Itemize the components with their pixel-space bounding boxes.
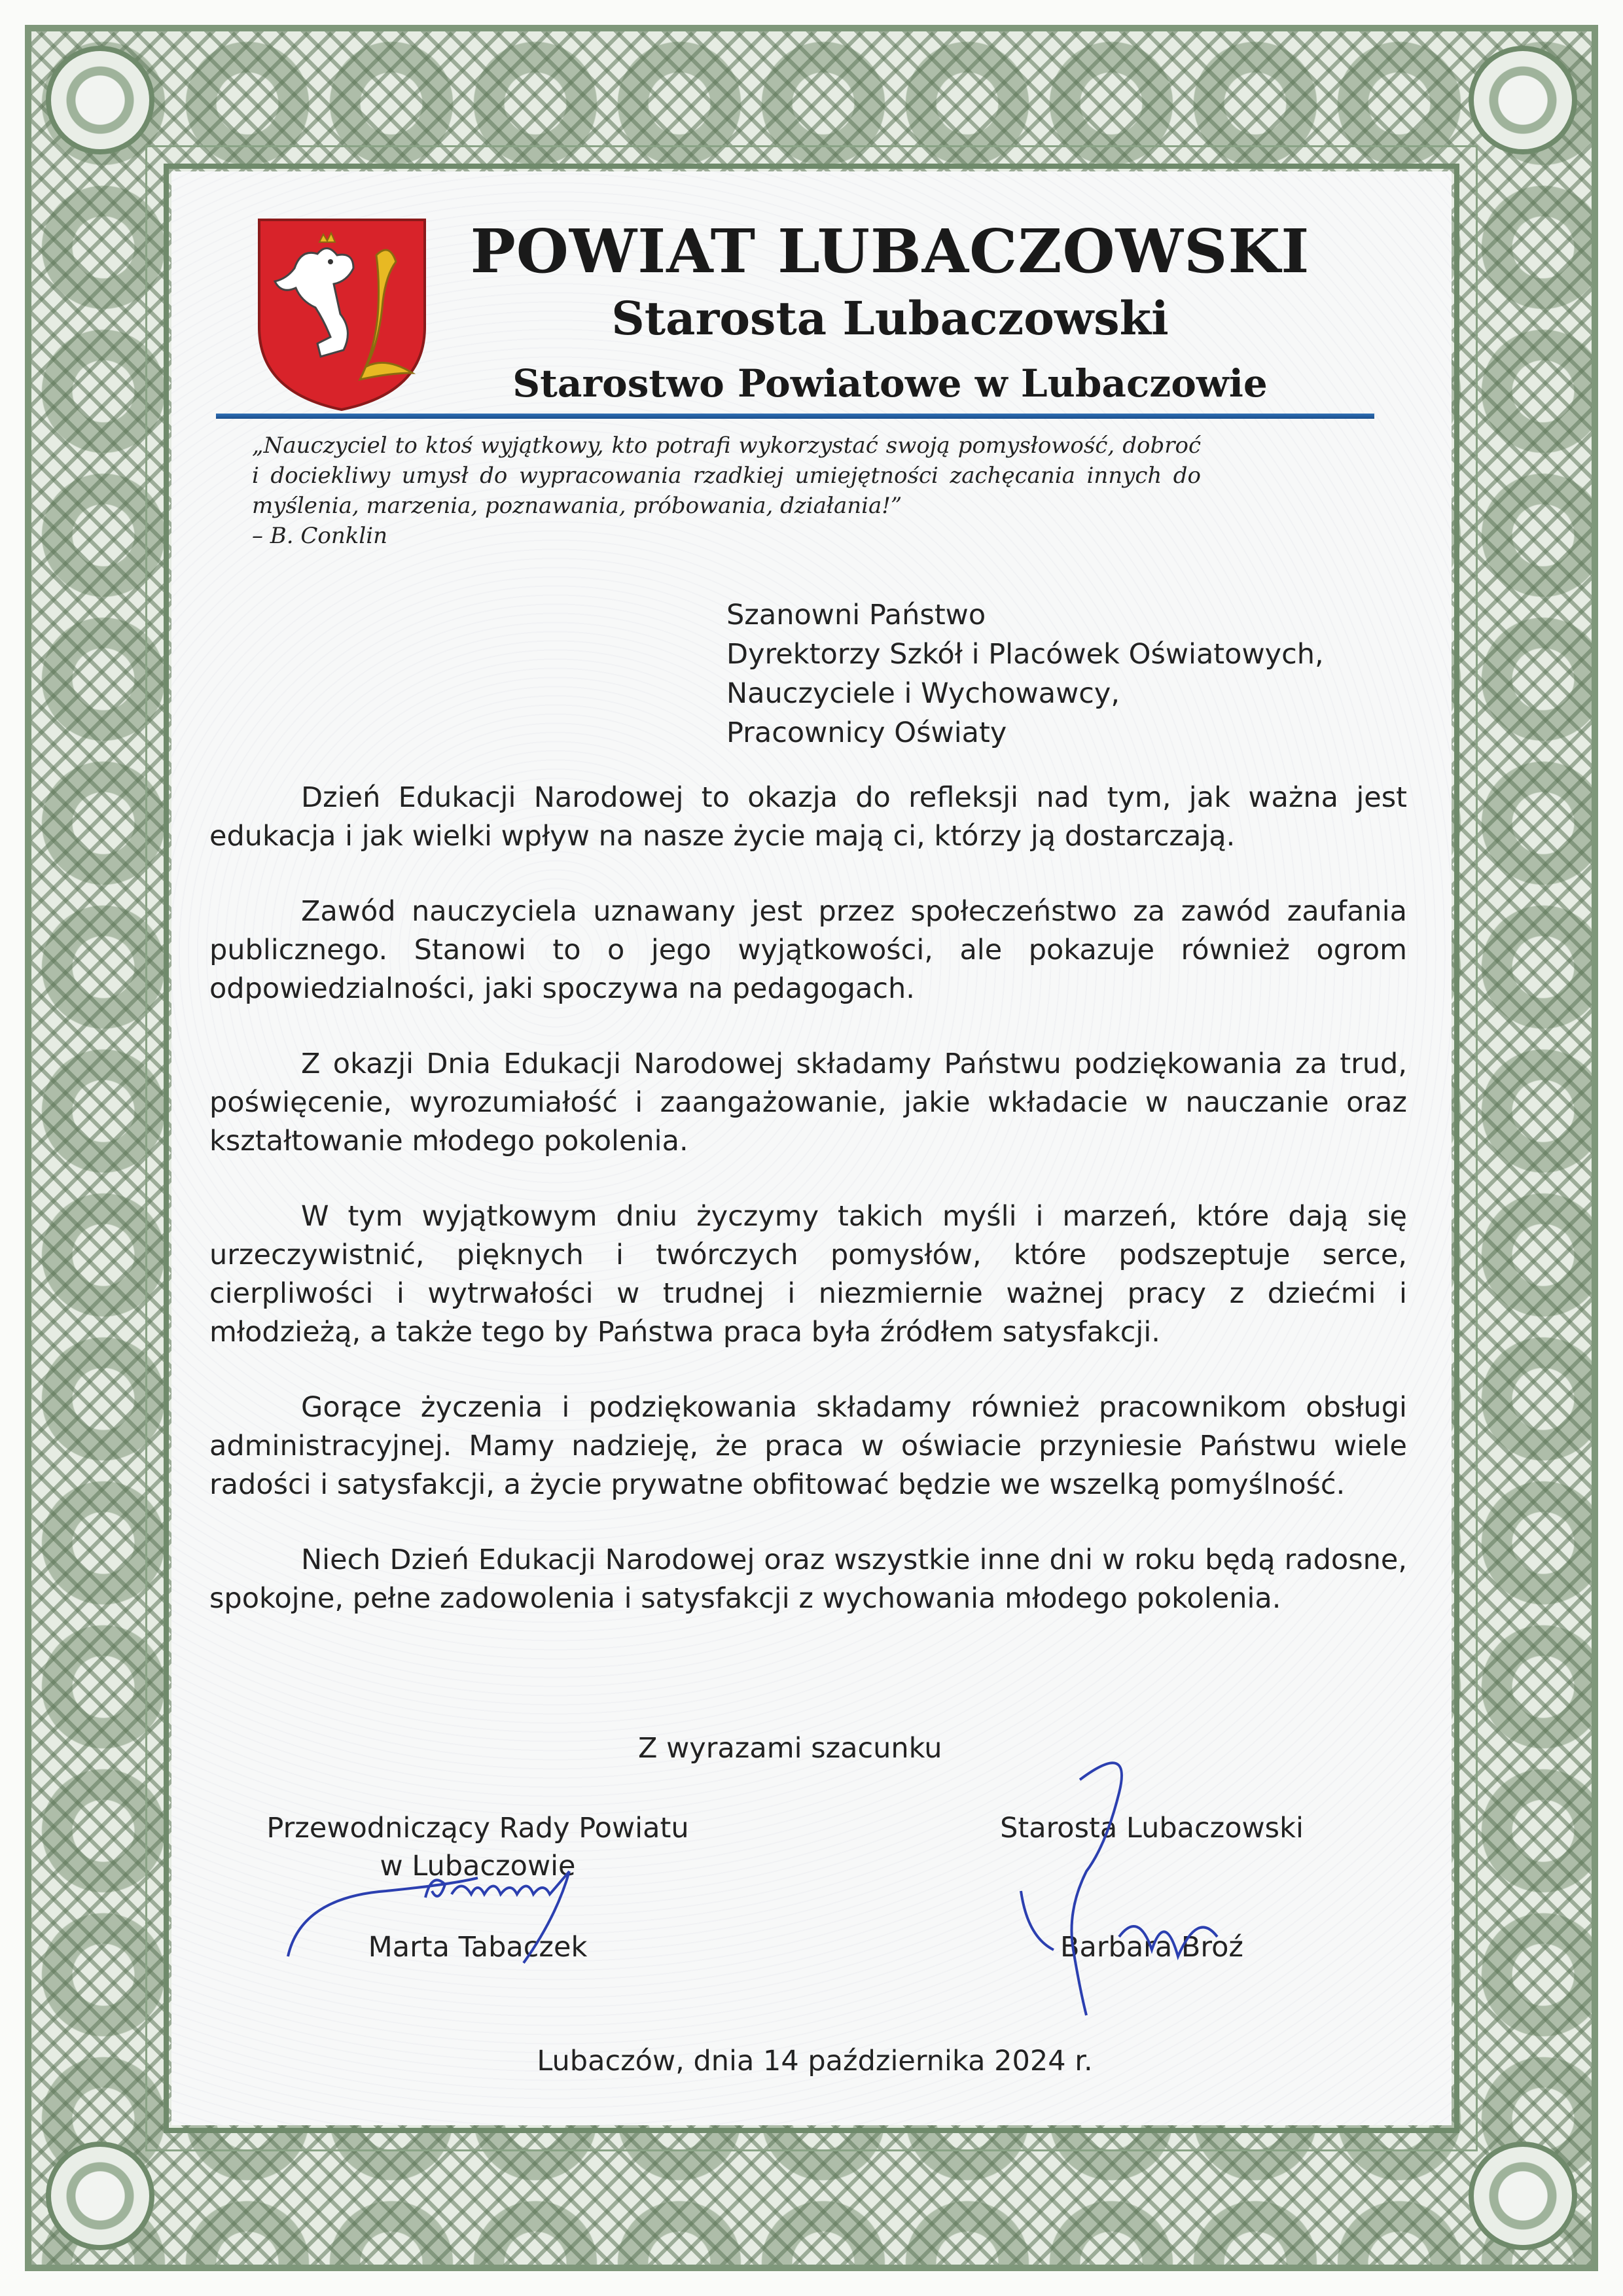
signature-block-left bbox=[242, 1809, 713, 1966]
page-subtitle: Starosta Lubaczowski bbox=[611, 291, 1169, 345]
body-paragraph: Niech Dzień Edukacji Narodowej oraz wszystkie inne dni w roku będą radosne, spokojne, pełne zadowolenia i satysfakcji z wychowania młodego pokolenia. bbox=[209, 1544, 1407, 1615]
quote-text: „Nauczyciel to ktoś wyjątkowy, kto potrafi wykorzystać swoją pomysłowość, dobroć i dociekliwy umysł do wypracowania rzadkiej umiejętności zachęcania innych do myślenia, marzenia, poznawania, próbowania, działania!” bbox=[252, 433, 1201, 519]
addressee-line: Dyrektorzy Szkół i Placówek Oświatowych, bbox=[726, 638, 1324, 671]
closing-phrase: Z wyrazami szacunku bbox=[638, 1732, 942, 1765]
office-name: Starostwo Powiatowe w Lubaczowie bbox=[512, 361, 1268, 406]
signatory-name: Marta Tabaczek bbox=[368, 1931, 588, 1964]
body-paragraph: W tym wyjątkowym dniu życzymy takich myśli i marzeń, które dają się urzeczywistnić, pięknych i twórczych pomysłów, które podszeptuje serce, cierpliwości i wytrwałości w trudnej i niezmiernie ważnej pracy z dziećmi i młodzieżą, a także tego by Państwa praca była źródłem satysfakcji. bbox=[209, 1200, 1407, 1349]
addressee-line: Nauczyciele i Wychowawcy, bbox=[726, 677, 1120, 710]
corner-ornament-icon bbox=[46, 46, 154, 154]
quote-author: – B. Conklin bbox=[252, 523, 388, 549]
place-and-date: Lubaczów, dnia 14 października 2024 r. bbox=[537, 2045, 1093, 2077]
body-paragraph: Z okazji Dnia Edukacji Narodowej składamy Państwu podziękowania za trud, poświęcenie, wyrozumiałość i zaangażowanie, jakie wkładacie w nauczanie oraz kształtowanie młodego pokolenia. bbox=[209, 1048, 1407, 1157]
body-paragraph: Dzień Edukacji Narodowej to okazja do refleksji nad tym, jak ważna jest edukacja i jak wielki wpływ na nasze życie mają ci, którzy ją dostarczają. bbox=[209, 781, 1407, 853]
signature-block-right bbox=[969, 1809, 1335, 1966]
signatory-role: Starosta Lubaczowski bbox=[1000, 1812, 1304, 1845]
addressee-block bbox=[726, 595, 1324, 752]
coat-of-arms-icon bbox=[255, 216, 429, 412]
corner-ornament-icon bbox=[1469, 46, 1577, 154]
signatory-name: Barbara Broź bbox=[1060, 1931, 1243, 1964]
page-title: POWIAT LUBACZOWSKI bbox=[470, 216, 1310, 287]
letter-body bbox=[209, 779, 1407, 1655]
corner-ornament-icon bbox=[1469, 2142, 1577, 2250]
addressee-line: Pracownicy Oświaty bbox=[726, 716, 1007, 749]
body-paragraph: Gorące życzenia i podziękowania składamy również pracownikom obsługi administracyjnej. Mamy nadzieję, że praca w oświacie przyniesie Państwu wiele radości i satysfakcji, a życie prywatne obfitować będzie we wszelką pomyślność. bbox=[209, 1391, 1407, 1501]
signatory-role: w Lubaczowie bbox=[380, 1850, 576, 1882]
addressee-line: Szanowni Państwo bbox=[726, 599, 986, 631]
corner-ornament-icon bbox=[46, 2142, 154, 2250]
epigraph-quote bbox=[252, 431, 1201, 551]
header-divider bbox=[216, 414, 1374, 419]
body-paragraph: Zawód nauczyciela uznawany jest przez społeczeństwo za zawód zaufania publicznego. Stanowi to o jego wyjątkowości, ale pokazuje również ogrom odpowiedzialności, jaki spoczywa na pedagogach. bbox=[209, 895, 1407, 1005]
signatory-role: Przewodniczący Rady Powiatu bbox=[266, 1812, 689, 1845]
